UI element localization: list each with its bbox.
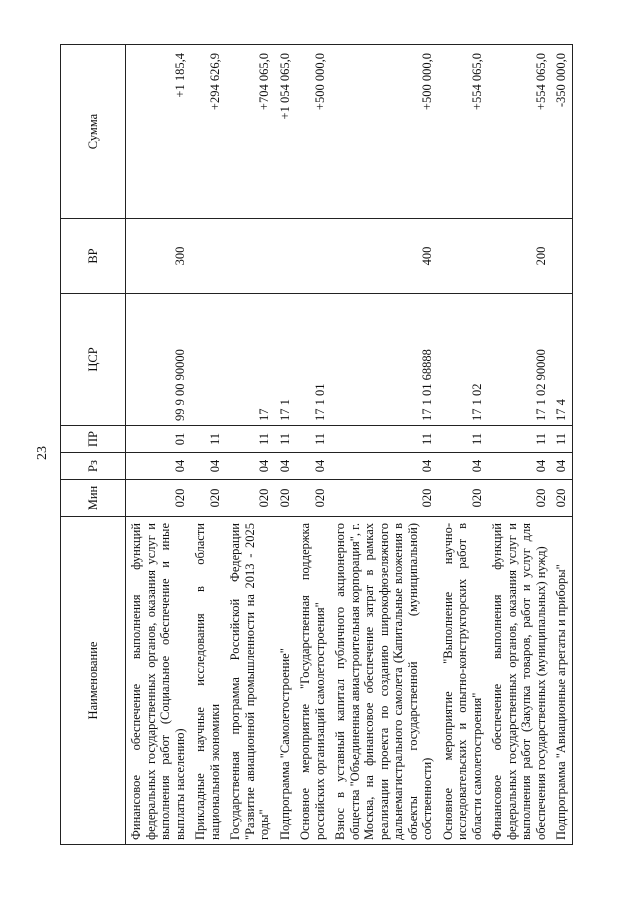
- table-header-row: [61, 45, 126, 845]
- cell-csr: 17 1: [275, 294, 296, 426]
- page-number-text: 23: [35, 445, 50, 460]
- table-row: [190, 45, 225, 845]
- cell-rz: 04: [275, 453, 296, 480]
- cell-min: 020: [438, 480, 488, 517]
- cell-csr: 99 9 00 90000: [126, 294, 191, 426]
- cell-sum: +704 065,0: [225, 45, 275, 219]
- table-row: [225, 45, 275, 845]
- cell-name: Подпрограмма "Авиационные агрегаты и приборы": [551, 517, 572, 845]
- header-csr: ЦСР: [61, 294, 126, 426]
- cell-pr: 11: [487, 426, 551, 453]
- table-row: [275, 45, 296, 845]
- cell-rz: 04: [330, 453, 438, 480]
- cell-pr: 11: [295, 426, 330, 453]
- cell-rz: 04: [126, 453, 191, 480]
- table-row: [487, 45, 551, 845]
- cell-csr: 17 4: [551, 294, 572, 426]
- cell-name: Финансовое обеспечение выполнения функций федеральных государственных органов, оказания услуг и выполнения работ (Закупка товаров, работ и услуг для обеспечения государственных (муниципальных) нужд): [487, 517, 551, 845]
- cell-pr: 11: [438, 426, 488, 453]
- cell-vr: [190, 219, 225, 294]
- cell-name: Подпрограмма "Самолетостроение": [275, 517, 296, 845]
- rotated-page-content: [60, 45, 580, 845]
- cell-csr: [190, 294, 225, 426]
- cell-vr: [225, 219, 275, 294]
- cell-sum: -350 000,0: [551, 45, 572, 219]
- cell-pr: 11: [330, 426, 438, 453]
- cell-pr: 11: [275, 426, 296, 453]
- cell-min: 020: [330, 480, 438, 517]
- cell-csr: 17: [225, 294, 275, 426]
- cell-rz: 04: [551, 453, 572, 480]
- cell-sum: +554 065,0: [438, 45, 488, 219]
- cell-min: 020: [487, 480, 551, 517]
- cell-vr: [275, 219, 296, 294]
- cell-sum: +1 054 065,0: [275, 45, 296, 219]
- cell-pr: 11: [225, 426, 275, 453]
- cell-vr: [295, 219, 330, 294]
- header-name: Наименование: [61, 517, 126, 845]
- cell-min: 020: [275, 480, 296, 517]
- cell-sum: +500 000,0: [295, 45, 330, 219]
- cell-pr: 11: [551, 426, 572, 453]
- cell-pr: 11: [190, 426, 225, 453]
- cell-rz: 04: [438, 453, 488, 480]
- cell-sum: +554 065,0: [487, 45, 551, 219]
- cell-sum: +500 000,0: [330, 45, 438, 219]
- page-number: [33, 0, 53, 905]
- cell-name: Взнос в уставный капитал публичного акционерного общества "Объединенная авиастроительная корпорация", г. Москва, на финансовое обеспечение затрат в рамках реализации проекта по созданию широкофюзеляжного дальнемагистрального самолета (Капитальные вложения в объекты государственной (муниципальной) собственности): [330, 517, 438, 845]
- cell-rz: 04: [190, 453, 225, 480]
- cell-min: 020: [225, 480, 275, 517]
- cell-sum: +294 626,9: [190, 45, 225, 219]
- table-row: [551, 45, 572, 845]
- cell-vr: [551, 219, 572, 294]
- header-vr: ВР: [61, 219, 126, 294]
- cell-csr: 17 1 02: [438, 294, 488, 426]
- header-pr: ПР: [61, 426, 126, 453]
- cell-sum: +1 185,4: [126, 45, 191, 219]
- cell-name: Основное мероприятие "Выполнение научно-исследовательских и опытно-конструкторских работ в области самолетостроения": [438, 517, 488, 845]
- cell-rz: 04: [487, 453, 551, 480]
- cell-vr: [438, 219, 488, 294]
- cell-csr: 17 1 02 90000: [487, 294, 551, 426]
- cell-min: 020: [295, 480, 330, 517]
- cell-min: 020: [190, 480, 225, 517]
- cell-pr: 01: [126, 426, 191, 453]
- table-row: [295, 45, 330, 845]
- cell-name: Финансовое обеспечение выполнения функций федеральных государственных органов, оказания услуг и выполнения работ (Социальное обеспечение и иные выплаты населению): [126, 517, 191, 845]
- cell-name: Прикладные научные исследования в области национальной экономики: [190, 517, 225, 845]
- cell-vr: 200: [487, 219, 551, 294]
- cell-rz: 04: [225, 453, 275, 480]
- cell-min: 020: [126, 480, 191, 517]
- cell-rz: 04: [295, 453, 330, 480]
- cell-csr: 17 1 01 68888: [330, 294, 438, 426]
- table-row: [330, 45, 438, 845]
- header-rz: Рз: [61, 453, 126, 480]
- header-sum: Сумма: [61, 45, 126, 219]
- cell-vr: 400: [330, 219, 438, 294]
- table-row: [126, 45, 191, 845]
- cell-name: Основное мероприятие "Государственная поддержка российских организаций самолетостроения": [295, 517, 330, 845]
- budget-table: [60, 44, 573, 845]
- cell-min: 020: [551, 480, 572, 517]
- cell-name: Государственная программа Российской Федерации "Развитие авиационной промышленности на 2013 - 2025 годы": [225, 517, 275, 845]
- cell-csr: 17 1 01: [295, 294, 330, 426]
- cell-vr: 300: [126, 219, 191, 294]
- header-min: Мин: [61, 480, 126, 517]
- table-row: [438, 45, 488, 845]
